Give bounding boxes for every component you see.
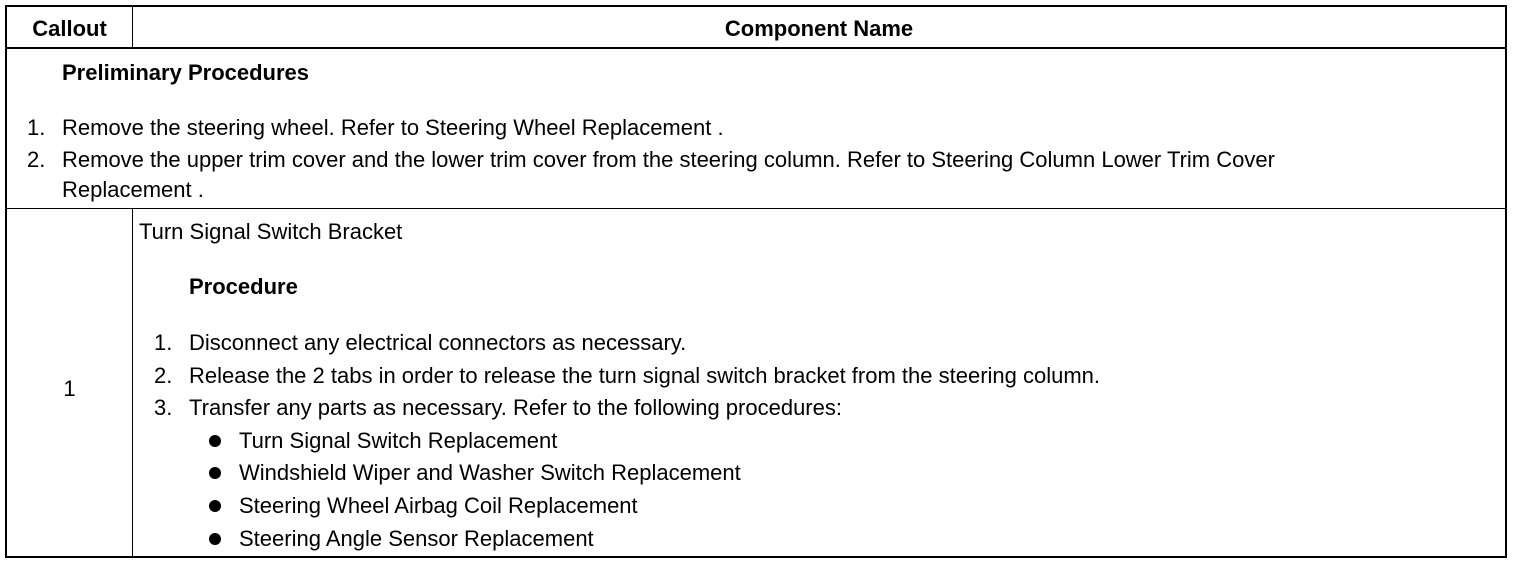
preliminary-step-number: 2. [27, 147, 46, 172]
bullet-item: Turn Signal Switch Replacement [239, 428, 558, 453]
bullet-item: Steering Angle Sensor Replacement [239, 526, 594, 551]
procedure-step-text: Release the 2 tabs in order to release the turn signal switch bracket from the steering column. [189, 363, 1101, 388]
preliminary-step-text-continued: Replacement . [62, 177, 204, 202]
column-divider-row [132, 209, 133, 556]
procedure-step-text: Disconnect any electrical connectors as necessary. [189, 330, 687, 355]
procedure-title: Procedure [189, 274, 298, 299]
header-component-name: Component Name [724, 16, 914, 41]
header-divider [7, 47, 1505, 49]
procedure-table [5, 5, 1507, 558]
callout-number: 1 [63, 376, 76, 401]
preliminary-divider [7, 208, 1505, 209]
bullet-icon [209, 435, 221, 447]
preliminary-step-text: Remove the upper trim cover and the lower trim cover from the steering column. Refer to Steering Column Lower Trim Cover [62, 147, 1275, 172]
bullet-item: Steering Wheel Airbag Coil Replacement [239, 493, 638, 518]
procedure-step-text: Transfer any parts as necessary. Refer to the following procedures: [189, 395, 842, 420]
bullet-icon [209, 533, 221, 545]
procedure-step-number: 3. [154, 395, 173, 420]
preliminary-step-text: Remove the steering wheel. Refer to Steering Wheel Replacement . [62, 115, 724, 140]
bullet-icon [209, 500, 221, 512]
bullet-icon [209, 467, 221, 479]
procedure-step-number: 2. [154, 363, 173, 388]
bullet-item: Windshield Wiper and Washer Switch Replacement [239, 460, 741, 485]
procedure-step-number: 1. [154, 330, 173, 355]
component-name: Turn Signal Switch Bracket [139, 219, 403, 244]
preliminary-step-number: 1. [27, 115, 46, 140]
header-callout: Callout [32, 16, 107, 41]
preliminary-title: Preliminary Procedures [62, 60, 310, 85]
